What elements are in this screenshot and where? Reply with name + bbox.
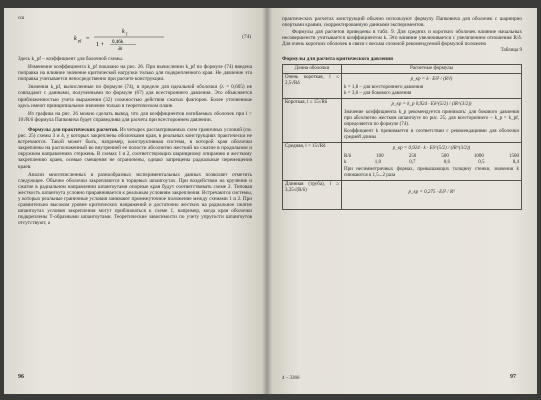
note: k = 1,8 – для всестороннего давления — [344, 84, 424, 90]
note: Значение коэффициента k_p рекомендуется принимать: для бокового давления при абсолютно жестком шпангоуте по рис. 25; для всестороннего – k_p = k_pf, определяется по формуле (74). — [344, 109, 519, 127]
row-length: Очень короткая, l ≤ 2,5√Rδ — [283, 73, 342, 98]
table-reference-para: Формулы для расчетов приведены в табл. 9. Для средних и коротких оболочек влияние начальных несовершенств учитывается коэффициентом k. Это влияние увеличивается с увеличением отношения R/δ. Для очень коротких оболочек в связи с весьма сложной рекомендуемой формулой положено — [282, 29, 522, 48]
coef-cell: 0,6 — [443, 159, 450, 165]
coef-value-row — [344, 160, 519, 166]
formula: p_кр = 0,275 · Eδ³ / R³ — [408, 189, 455, 195]
right-text-column — [282, 16, 522, 210]
coef-cell: 100 — [376, 153, 384, 159]
right-intro: практических расчетах конструкций обычно используют формулу Папковича для оболочек с шарнирно опертыми краями, скорректированную данными экспериментов. — [282, 16, 522, 29]
coef-cell: 0,5 — [478, 159, 485, 165]
formula: p_кр = k_p 0,924 · Eδ^(5/2) / (lR^(3/2)) — [391, 101, 472, 107]
left-page — [4, 8, 266, 394]
table-row — [283, 73, 522, 98]
coef-cell: 1000 — [473, 153, 484, 159]
svg-text:=: = — [86, 36, 90, 42]
book-spread — [4, 8, 537, 394]
svg-text:f: f — [126, 31, 128, 36]
para-5: Анализ многочисленных и разнообразных экспериментальных данных позволяет отметить следующее. Обычно оболочки закрепляются в торцевых шпангоутах. При воздействии на кручение и сжатие в радиальном направлении шпангоутами опорные края будут соответствовать схеме 2. Типовая жесткость шпангоута условно приравнивается к реальным условиям закрепления. Встречаются системы, у которых реальные граничные условия занимают промежуточное положение между схемами 1 и 2. При сравнительно высоком уровне критических напряжений и достаточно жестких на радиальное сжатие шпангоутах условия закрепления могут приближаться к схеме 1, например, когда края оболочки подкреплены Т-образными шпангоутами. Теоретические зависимости по учету упругости шпангоутов отсутствуют, а — [18, 171, 252, 227]
table-9 — [282, 64, 522, 210]
col-header-length: Длина оболочки — [283, 64, 342, 73]
formula: p_кр = k · Eδ³ / (R²l) — [410, 76, 453, 82]
coef-cell: 0,7 — [409, 159, 416, 165]
coef-cell: 500 — [441, 153, 449, 159]
running-head: сш — [18, 16, 25, 21]
coef-cell: 250 — [408, 153, 417, 159]
section-title: Формулы для практических расчетов. — [28, 126, 119, 133]
row-length: Длинная (труба), l ≥ 3,35√(R/δ) — [283, 180, 342, 209]
svg-text:pf: pf — [78, 38, 82, 43]
svg-text:1 +: 1 + — [96, 42, 104, 48]
coef-cell: 0,4 — [512, 159, 519, 165]
note: Коэффициент k принимается в соответствии с рекомендациями для оболочки средней длины — [344, 128, 519, 140]
coef-cell: R/δ — [344, 153, 352, 159]
row-formulas — [342, 180, 522, 209]
formula-lhs: k — [74, 36, 77, 42]
right-page-number: 97 — [510, 374, 516, 380]
signature-mark: 4 – 3366 — [282, 376, 300, 381]
coef-cell: 1,0 — [374, 159, 381, 165]
row-length: Средняя, l > 15√Rδ — [283, 142, 342, 180]
svg-text:0,46k: 0,46k — [112, 40, 124, 45]
note: При несимметричных формах, превышающих толщину стенки, значения k снижаются в 1,5...2 раза — [344, 166, 519, 178]
svg-text:λk: λk — [118, 47, 123, 52]
formula: p_кр = 0,924 · k · Eδ^(5/2) / (lR^(3/2)) — [392, 145, 471, 151]
right-page — [266, 8, 537, 394]
table-row — [283, 98, 522, 142]
left-text-column — [18, 56, 252, 226]
note: k = 3,6 – для бокового давления — [344, 90, 412, 96]
para-3: Из графика на рис. 26 можно сделать вывод, что для коэффициентов изгибаемых оболочек при l > 10√R/δ формула Папковича будет справедлива для расчета при всестороннем давлении. — [18, 110, 252, 123]
table-header-row — [283, 64, 522, 73]
table-row — [283, 142, 522, 180]
formula-74-graphic — [74, 24, 194, 52]
formula-74 — [74, 24, 194, 57]
table-title: Формулы для расчета критического давления — [282, 55, 394, 62]
para-1: Изменение коэффициента k_pf показано на рис. 26. При вычислении k_pf по формуле (74) введена поправка на влияние значение критической нагрузки только для подкрепленного края. Не давление эта поправка учитывается непосредственно при расчете конструкции. — [18, 64, 252, 83]
book-gutter — [262, 8, 272, 394]
para-2: Значения k_pf, вычисленные по формуле (74), в пределе для идеальной оболочки (λ = 0,605) не совпадают с данными, полученными по формуле (67) для всестороннего давления. Это объясняется приближенностью учета выражения (32) сложностью действия сжатых факторов. Более уточненные здесь имеют принципиальное значение только в теоретическом плане. — [18, 84, 252, 109]
col-header-formulas: Расчетные формулы — [342, 64, 522, 73]
row-formulas — [342, 142, 522, 180]
coef-cell: 1500 — [508, 153, 519, 159]
where-line: Здесь k_pf – коэффициент для балочной схемы. — [18, 56, 124, 62]
left-page-number: 96 — [18, 374, 24, 380]
row-length: Короткая, l ≤ 15√Rδ — [283, 98, 342, 142]
formula-number: (74) — [242, 34, 252, 40]
svg-text:k: k — [122, 29, 125, 35]
coef-cell: k — [344, 159, 347, 165]
para-4 — [18, 127, 252, 170]
row-formulas — [342, 98, 522, 142]
table-label: Таблица 9 — [500, 48, 522, 54]
table-row — [283, 180, 522, 209]
para-4-text: Из четырех рассматриваемых схем граничных условий (см. рис. 25) схемы 3 и 4, у которых закреплены оболочками края, в реальных конструкциях практически не встречаются. Такой может быть, например, конструктивная система, в которой края оболочки закреплены на расположенный во внутренней ее полости абсолютно жесткий на сжатие в продольном и окружном направлениях стержень. В схемах 1 и 2, соответствующих шарнирному опиранию и жесткому закреплению краев, осевые смещения не ограничены, однако запрещены радиальные перемещения краев. — [18, 126, 253, 170]
row-formulas — [342, 73, 522, 98]
